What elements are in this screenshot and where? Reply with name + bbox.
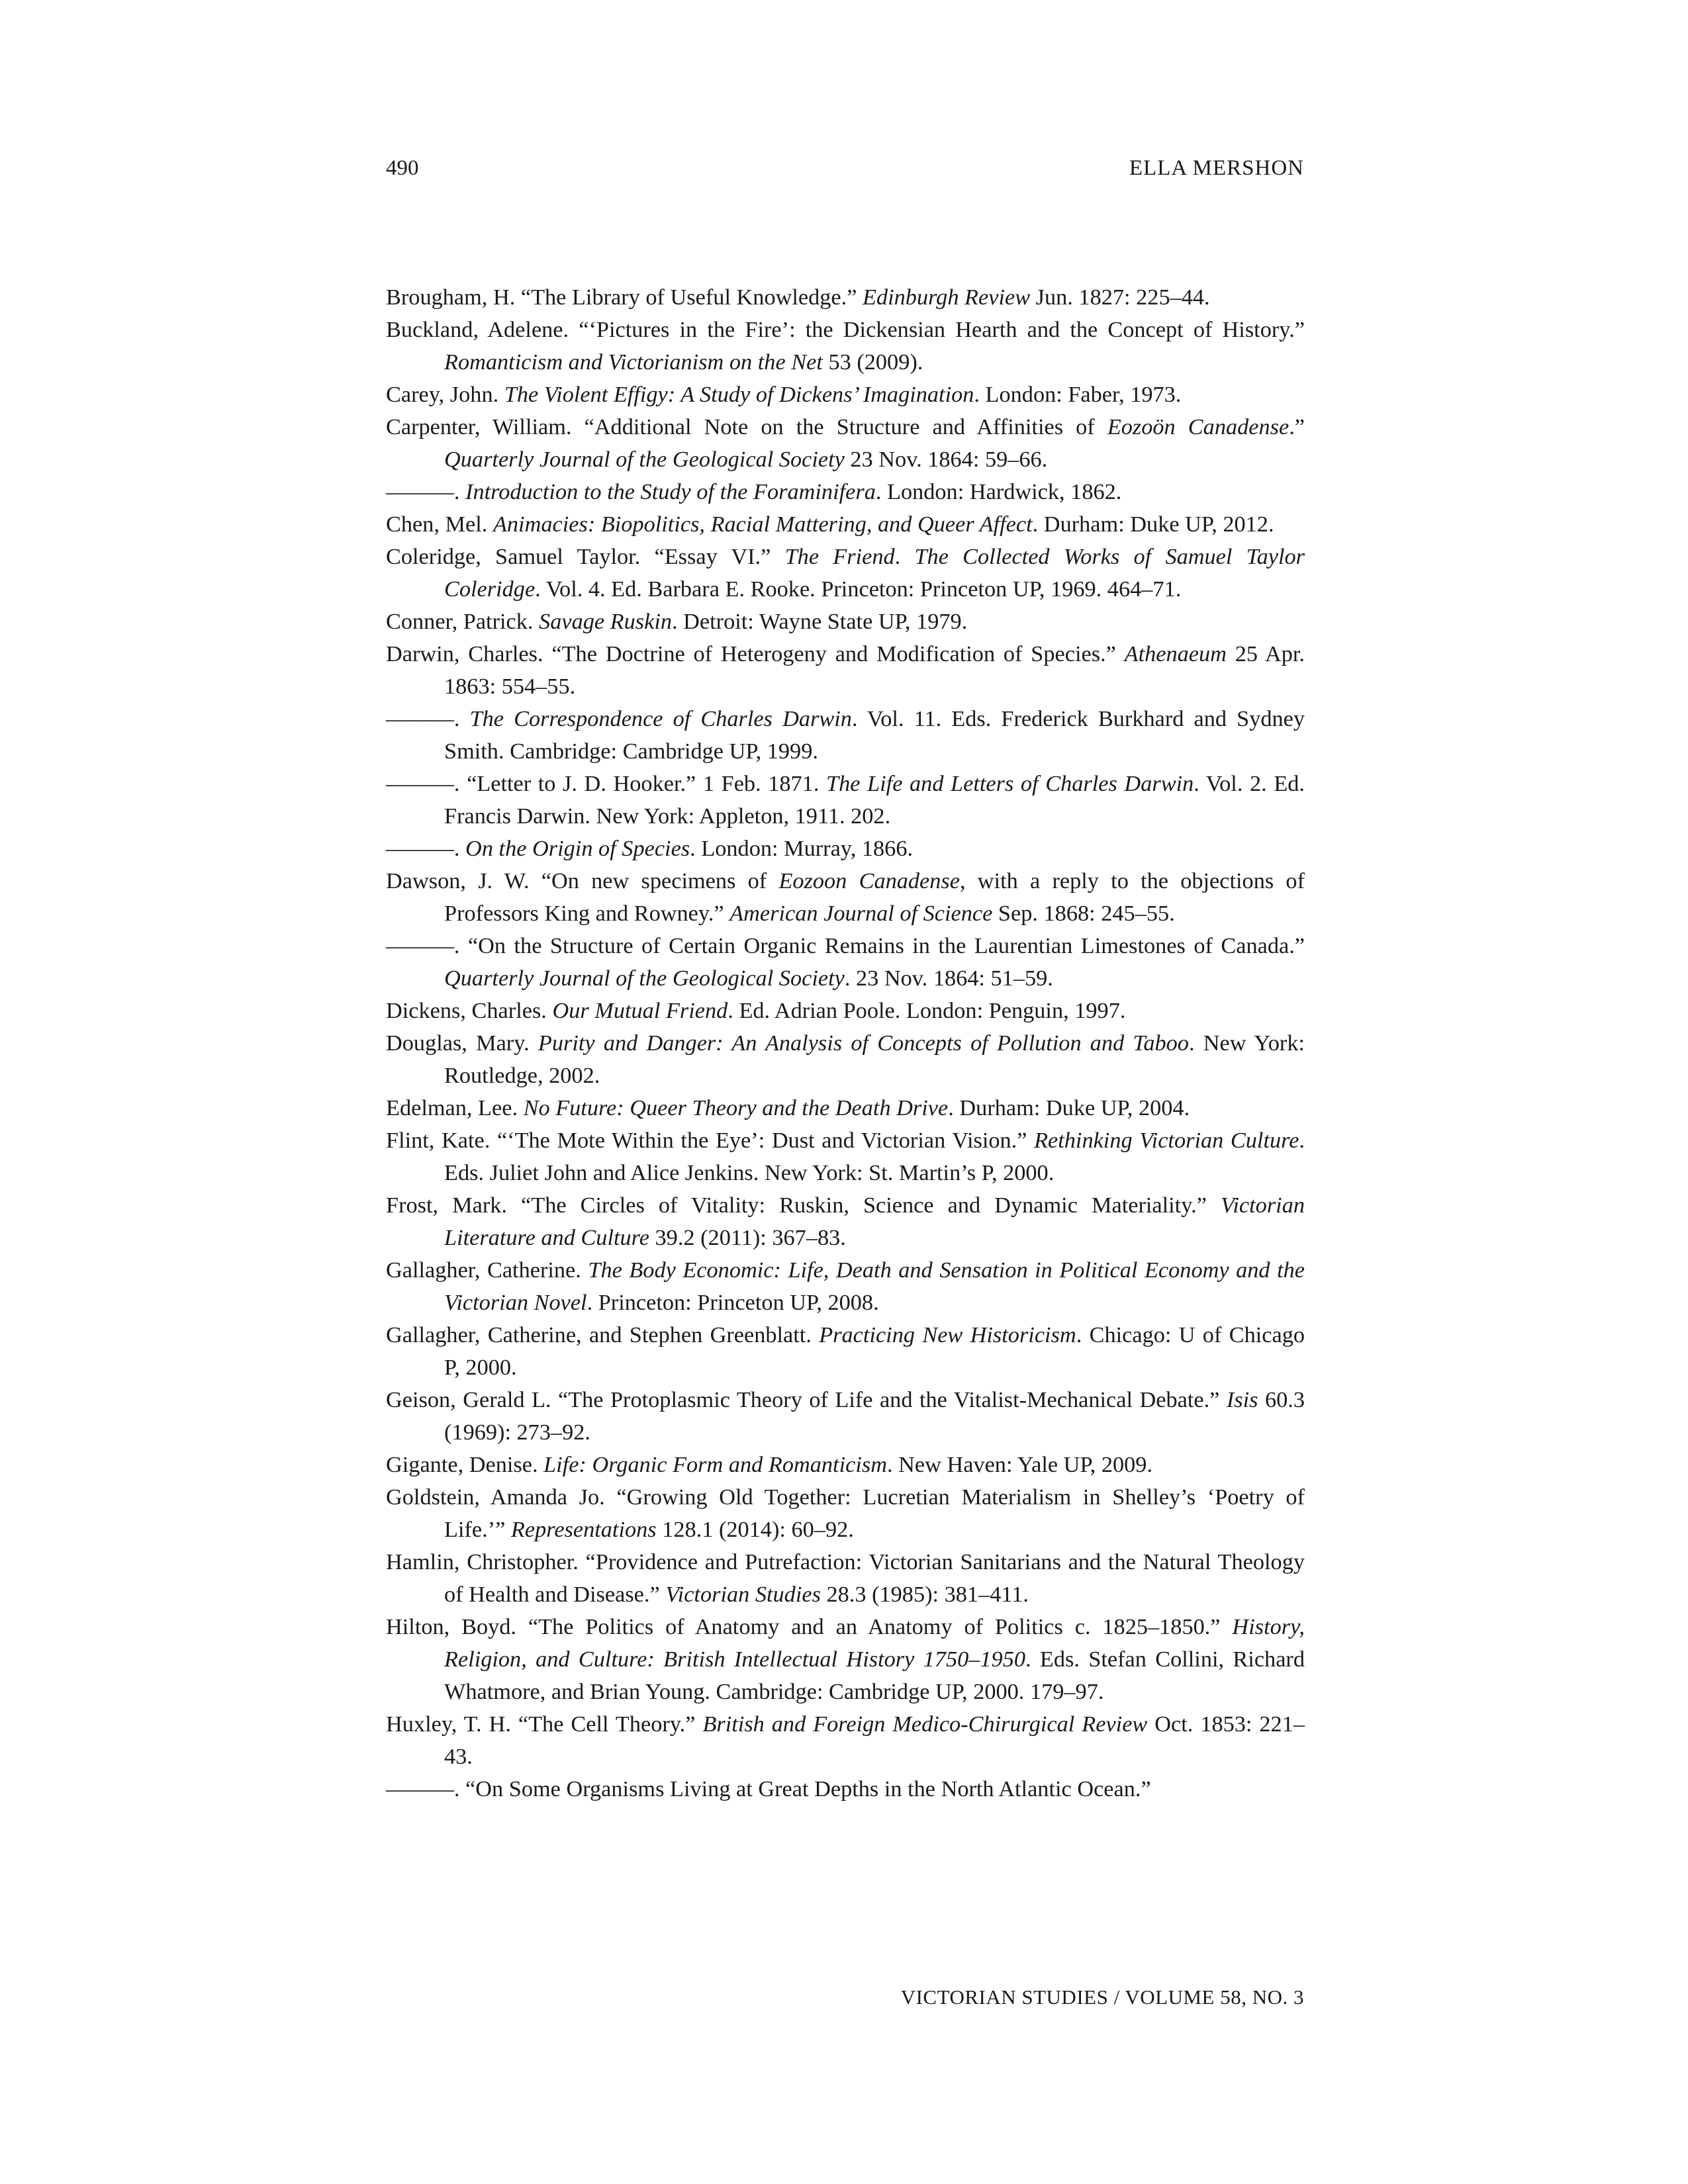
entry-title-italic: Eozoon Canadense — [778, 868, 960, 893]
entry-title-italic: Edinburgh Review — [863, 285, 1031, 310]
bibliography-entry — [386, 1481, 1305, 1546]
entry-text: Coleridge, Samuel Taylor. “Essay VI.” — [386, 544, 785, 569]
entry-text: . — [894, 544, 915, 569]
entry-text: 128.1 (2014): 60–92. — [656, 1517, 854, 1542]
entry-text: Gallagher, Catherine. — [386, 1257, 588, 1283]
bibliography-entry — [386, 768, 1305, 833]
bibliography-entry — [386, 1546, 1305, 1611]
entry-text: Oct. 1853: 221–43. — [444, 1711, 1305, 1769]
entry-text: Brougham, H. “The Library of Useful Knowledge.” — [386, 285, 863, 310]
entry-title-italic: The Friend — [784, 544, 895, 569]
bibliography-entry — [386, 1611, 1305, 1708]
entry-text: . London: Hardwick, 1862. — [875, 479, 1122, 504]
entry-title-italic: Animacies: Biopolitics, Racial Mattering, and Queer Affect — [492, 512, 1033, 537]
entry-title-italic: Quarterly Journal of the Geological Society — [444, 966, 845, 991]
entry-title-italic: British and Foreign Medico-Chirurgical Review — [702, 1711, 1148, 1737]
entry-text: Conner, Patrick. — [386, 609, 539, 634]
entry-text: Hilton, Boyd. “The Politics of Anatomy and an Anatomy of Politics c. 1825–1850.” — [386, 1614, 1233, 1639]
entry-text: . Detroit: Wayne State UP, 1979. — [672, 609, 968, 634]
entry-title-italic: The Violent Effigy: A Study of Dickens’ Imagination — [504, 382, 974, 407]
entry-text: . Princeton: Princeton UP, 2008. — [586, 1290, 879, 1315]
entry-text: . London: Murray, 1866. — [690, 836, 914, 861]
entry-text: Buckland, Adelene. “‘Pictures in the Fire’: the Dickensian Hearth and the Concept of History.” — [386, 317, 1305, 342]
entry-text: Carpenter, William. “Additional Note on the Structure and Affinities of — [386, 414, 1107, 439]
entry-text: 28.3 (1985): 381–411. — [820, 1582, 1029, 1607]
entry-text: ———. “On Some Organisms Living at Great Depths in the North Atlantic Ocean.” — [386, 1776, 1151, 1801]
entry-text: ———. — [386, 479, 466, 504]
bibliography-entry — [386, 1124, 1305, 1189]
entry-title-italic: On the Origin of Species — [465, 836, 690, 861]
bibliography-entry — [386, 930, 1305, 995]
entry-title-italic: Victorian Literature and Culture — [444, 1193, 1305, 1250]
entry-text: 23 Nov. 1864: 59–66. — [844, 447, 1048, 472]
entry-title-italic: Isis — [1226, 1387, 1258, 1412]
entry-text: Edelman, Lee. — [386, 1095, 524, 1120]
entry-text: 53 (2009). — [822, 349, 923, 375]
entry-text: Carey, John. — [386, 382, 504, 407]
bibliography-entry — [386, 703, 1305, 768]
entry-text: Hamlin, Christopher. “Providence and Putrefaction: Victorian Sanitarians and the Natural Theology of Health and Disease.” — [386, 1549, 1305, 1607]
entry-title-italic: The Collected Works of Samuel Taylor Coleridge — [444, 544, 1305, 602]
entry-title-italic: Romanticism and Victorianism on the Net — [444, 349, 823, 375]
entry-text: Sep. 1868: 245–55. — [992, 901, 1175, 926]
entry-title-italic: Our Mutual Friend — [552, 998, 728, 1023]
entry-text: Frost, Mark. “The Circles of Vitality: Ruskin, Science and Dynamic Materiality.” — [386, 1193, 1221, 1218]
entry-title-italic: Representations — [510, 1517, 657, 1542]
entry-title-italic: The Correspondence of Charles Darwin — [469, 706, 852, 731]
entry-title-italic: Eozoön Canadense — [1107, 414, 1289, 439]
entry-text: 39.2 (2011): 367–83. — [649, 1225, 846, 1250]
entry-title-italic: Rethinking Victorian Culture — [1034, 1128, 1299, 1153]
bibliography-entry — [386, 314, 1305, 379]
entry-text: Douglas, Mary. — [386, 1030, 538, 1056]
entry-text: ———. “Letter to J. D. Hooker.” 1 Feb. 1871. — [386, 771, 827, 796]
entry-text: Dawson, J. W. “On new specimens of — [386, 868, 779, 893]
entry-text: Flint, Kate. “‘The Mote Within the Eye’: Dust and Victorian Vision.” — [386, 1128, 1035, 1153]
bibliography-entry — [386, 1449, 1305, 1481]
entry-text: . New York: Routledge, 2002. — [444, 1030, 1305, 1088]
entry-text: ———. — [386, 836, 466, 861]
entry-title-italic: The Body Economic: Life, Death and Sensation in Political Economy and the Victorian Novel — [444, 1257, 1305, 1315]
bibliography-entry — [386, 411, 1305, 476]
entry-title-italic: The Life and Letters of Charles Darwin — [826, 771, 1194, 796]
bibliography-entry — [386, 995, 1305, 1027]
entry-title-italic: Victorian Studies — [665, 1582, 821, 1607]
entry-text: 25 Apr. 1863: 554–55. — [444, 641, 1305, 699]
entry-text: . Durham: Duke UP, 2004. — [948, 1095, 1190, 1120]
bibliography-entry — [386, 833, 1305, 865]
entry-text: . New Haven: Yale UP, 2009. — [886, 1452, 1153, 1477]
bibliography-entry — [386, 476, 1305, 508]
entry-text: , with a reply to the objections of Professors King and Rowney.” — [444, 868, 1305, 926]
bibliography-entry — [386, 638, 1305, 703]
entry-text: . Chicago: U of Chicago P, 2000. — [444, 1322, 1305, 1380]
entry-text: Jun. 1827: 225–44. — [1030, 285, 1210, 310]
entry-text: . Eds. Juliet John and Alice Jenkins. New York: St. Martin’s P, 2000. — [444, 1128, 1305, 1185]
entry-text: Gallagher, Catherine, and Stephen Greenblatt. — [386, 1322, 820, 1347]
entry-title-italic: Athenaeum — [1124, 641, 1227, 666]
bibliography-entry — [386, 1189, 1305, 1254]
entry-title-italic: History, Religion, and Culture: British Intellectual History 1750–1950 — [444, 1614, 1305, 1672]
entry-text: . Vol. 11. Eds. Frederick Burkhard and Sydney Smith. Cambridge: Cambridge UP, 1999. — [444, 706, 1305, 764]
entry-text: Huxley, T. H. “The Cell Theory.” — [386, 1711, 703, 1737]
bibliography-entry — [386, 541, 1305, 606]
entry-text: Geison, Gerald L. “The Protoplasmic Theory of Life and the Vitalist-Mechanical Debate.” — [386, 1387, 1227, 1412]
entry-text: . Eds. Stefan Collini, Richard Whatmore, and Brian Young. Cambridge: Cambridge UP, 2000. 179–97. — [444, 1647, 1305, 1704]
entry-text: ———. “On the Structure of Certain Organic Remains in the Laurentian Limestones of Canada.” — [386, 933, 1305, 958]
bibliography — [386, 281, 1305, 1805]
bibliography-entry — [386, 1319, 1305, 1384]
bibliography-entry — [386, 1708, 1305, 1773]
journal-footer: VICTORIAN STUDIES / VOLUME 58, NO. 3 — [900, 1985, 1304, 2009]
bibliography-entry — [386, 1773, 1305, 1805]
bibliography-entry — [386, 1092, 1305, 1124]
entry-text: . Vol. 4. Ed. Barbara E. Rooke. Princeton: Princeton UP, 1969. 464–71. — [535, 576, 1182, 602]
entry-text: . Ed. Adrian Poole. London: Penguin, 1997. — [727, 998, 1126, 1023]
bibliography-entry — [386, 1254, 1305, 1319]
entry-text: ———. — [386, 706, 470, 731]
running-head: ELLA MERSHON — [1129, 156, 1304, 180]
entry-title-italic: Practicing New Historicism — [819, 1322, 1076, 1347]
bibliography-entry — [386, 865, 1305, 930]
entry-text: Darwin, Charles. “The Doctrine of Heterogeny and Modification of Species.” — [386, 641, 1125, 666]
entry-title-italic: American Journal of Science — [729, 901, 993, 926]
bibliography-entry — [386, 606, 1305, 638]
bibliography-entry — [386, 281, 1305, 314]
entry-text: . 23 Nov. 1864: 51–59. — [844, 966, 1053, 991]
entry-text: Gigante, Denise. — [386, 1452, 544, 1477]
entry-title-italic: Life: Organic Form and Romanticism — [543, 1452, 887, 1477]
entry-title-italic: Savage Ruskin — [539, 609, 673, 634]
entry-text: . Durham: Duke UP, 2012. — [1032, 512, 1274, 537]
entry-text: 60.3 (1969): 273–92. — [444, 1387, 1305, 1445]
entry-title-italic: Purity and Danger: An Analysis of Concepts of Pollution and Taboo — [538, 1030, 1189, 1056]
entry-title-italic: Introduction to the Study of the Foraminifera — [465, 479, 876, 504]
entry-text: Chen, Mel. — [386, 512, 493, 537]
entry-text: . London: Faber, 1973. — [974, 382, 1182, 407]
entry-text: .” — [1289, 414, 1305, 439]
page-number: 490 — [386, 156, 419, 180]
entry-text: . Vol. 2. Ed. Francis Darwin. New York: Appleton, 1911. 202. — [444, 771, 1305, 829]
entry-title-italic: Quarterly Journal of the Geological Society — [444, 447, 845, 472]
entry-text: Goldstein, Amanda Jo. “Growing Old Together: Lucretian Materialism in Shelley’s ‘Poetry of Life.’” — [386, 1484, 1305, 1542]
bibliography-entry — [386, 1027, 1305, 1092]
bibliography-entry — [386, 379, 1305, 411]
bibliography-entry — [386, 508, 1305, 541]
bibliography-entry — [386, 1384, 1305, 1449]
entry-title-italic: No Future: Queer Theory and the Death Drive — [523, 1095, 949, 1120]
entry-text: Dickens, Charles. — [386, 998, 553, 1023]
